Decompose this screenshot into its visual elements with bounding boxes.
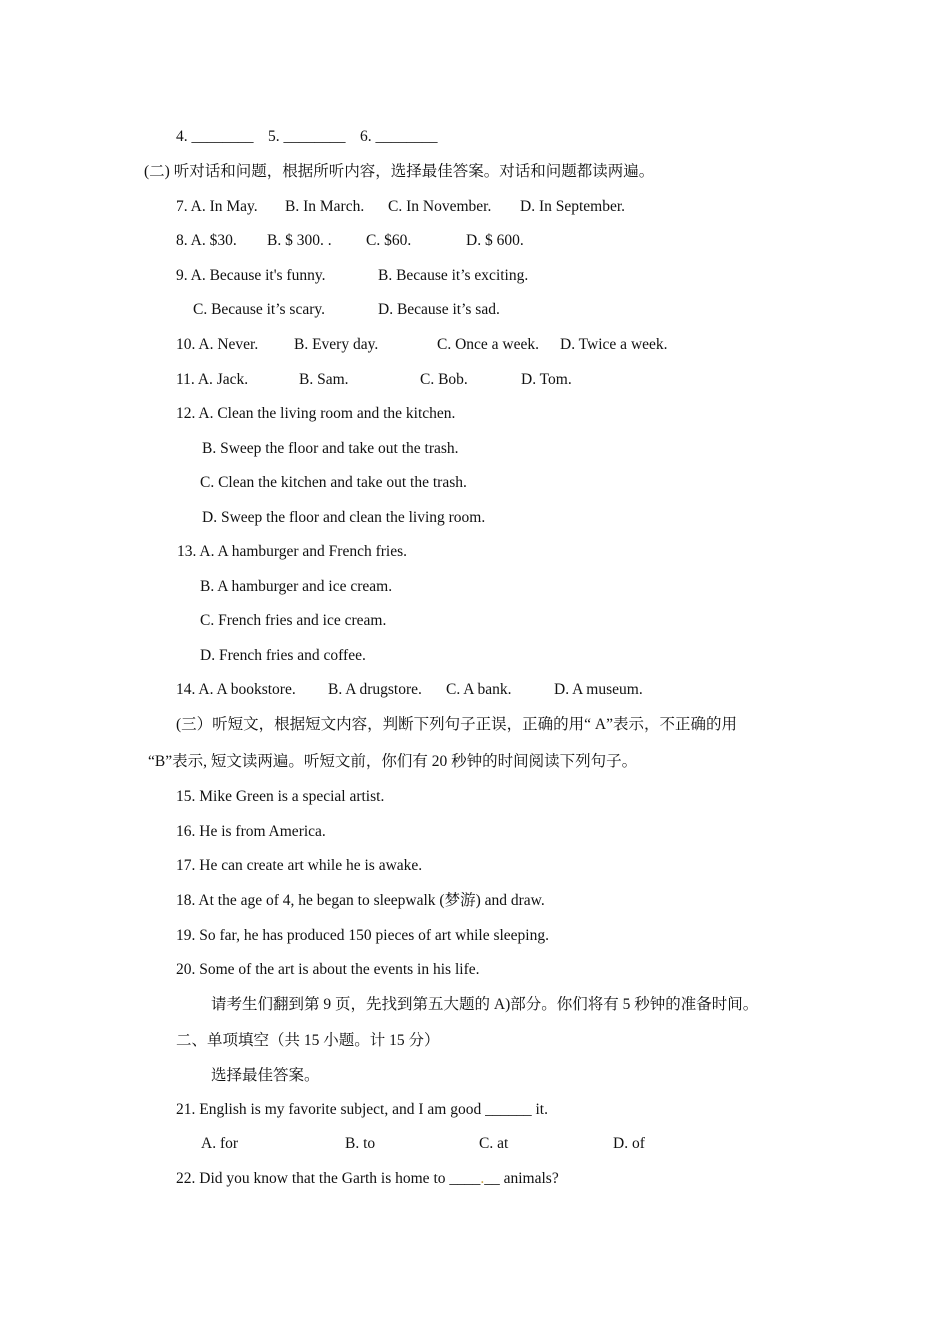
- section2-header: (二) 听对话和问题，根据所听内容，选择最佳答案。对话和问题都读两遍。: [144, 163, 655, 180]
- q11-option-b: B. Sam.: [299, 371, 349, 388]
- q22-stem-before: 22. Did you know that the Garth is home to ____: [176, 1170, 481, 1187]
- q11-option-c: C. Bob.: [420, 371, 468, 388]
- q10-option-a: 10. A. Never.: [176, 336, 259, 353]
- q21-option-c: C. at: [479, 1135, 509, 1152]
- q12-option-b: B. Sweep the floor and take out the trash.: [202, 440, 459, 457]
- statement-17: 17. He can create art while he is awake.: [176, 857, 423, 874]
- q11-option-a: 11. A. Jack.: [176, 371, 249, 388]
- section3-instruction: 请考生们翻到第 9 页，先找到第五大题的 A)部分。你们将有 5 秒钟的准备时间。: [211, 996, 759, 1013]
- q8-option-d: D. $ 600.: [466, 232, 524, 249]
- q22-stem: [176, 1170, 559, 1188]
- q8-option-a: 8. A. $30.: [176, 232, 237, 249]
- statement-15: 15. Mike Green is a special artist.: [176, 788, 385, 805]
- q13-option-a: 13. A. A hamburger and French fries.: [177, 543, 408, 560]
- q21-option-a: A. for: [201, 1135, 239, 1152]
- statement-18: 18. At the age of 4, he began to sleepwalk (梦游) and draw.: [176, 892, 545, 909]
- part2-title: 二、单项填空（共 15 小题。计 15 分）: [176, 1032, 440, 1049]
- q7-option-a: 7. A. In May.: [176, 198, 258, 215]
- q10-option-d: D. Twice a week.: [560, 336, 668, 353]
- q10-option-b: B. Every day.: [294, 336, 379, 353]
- statement-16: 16. He is from America.: [176, 823, 326, 840]
- q12-option-d: D. Sweep the floor and clean the living room.: [202, 509, 486, 526]
- q10-option-c: C. Once a week.: [437, 336, 539, 353]
- section3-header-line2: “B”表示, 短文读两遍。听短文前，你们有 20 秒钟的时间阅读下列句子。: [148, 753, 638, 770]
- q14-option-d: D. A museum.: [554, 681, 643, 698]
- answer-blank-6: 6. ________: [360, 128, 438, 145]
- q7-option-d: D. In September.: [520, 198, 626, 215]
- statement-19: 19. So far, he has produced 150 pieces of art while sleeping.: [176, 927, 549, 944]
- q12-option-c: C. Clean the kitchen and take out the trash.: [200, 474, 467, 491]
- q14-option-c: C. A bank.: [446, 681, 512, 698]
- q21-stem: 21. English is my favorite subject, and I am good ______ it.: [176, 1101, 548, 1118]
- q9-option-b: B. Because it’s exciting.: [378, 267, 529, 284]
- q14-option-a: 14. A. A bookstore.: [176, 681, 296, 698]
- statement-20: 20. Some of the art is about the events in his life.: [176, 961, 480, 978]
- q14-option-b: B. A drugstore.: [328, 681, 422, 698]
- q7-option-b: B. In March.: [285, 198, 365, 215]
- q9-option-c: C. Because it’s scary.: [193, 301, 325, 318]
- q8-option-b: B. $ 300. .: [267, 232, 332, 249]
- q22-stem-after: __ animals?: [484, 1170, 559, 1187]
- q13-option-b: B. A hamburger and ice cream.: [200, 578, 393, 595]
- answer-blank-5: 5. ________: [268, 128, 346, 145]
- q22-stem-mark: .: [480, 1170, 485, 1187]
- answer-blank-4: 4. ________: [176, 128, 254, 145]
- q13-option-c: C. French fries and ice cream.: [200, 612, 387, 629]
- section3-header-line1: (三）听短文，根据短文内容，判断下列句子正误，正确的用“ A”表示，不正确的用: [176, 716, 737, 733]
- q11-option-d: D. Tom.: [521, 371, 572, 388]
- q9-option-d: D. Because it’s sad.: [378, 301, 500, 318]
- q21-option-d: D. of: [613, 1135, 645, 1152]
- q13-option-d: D. French fries and coffee.: [200, 647, 366, 664]
- part2-instruction: 选择最佳答案。: [211, 1067, 320, 1084]
- q12-option-a: 12. A. Clean the living room and the kitchen.: [176, 405, 456, 422]
- q7-option-c: C. In November.: [388, 198, 492, 215]
- q8-option-c: C. $60.: [366, 232, 412, 249]
- q21-option-b: B. to: [345, 1135, 376, 1152]
- q9-option-a: 9. A. Because it's funny.: [176, 267, 326, 284]
